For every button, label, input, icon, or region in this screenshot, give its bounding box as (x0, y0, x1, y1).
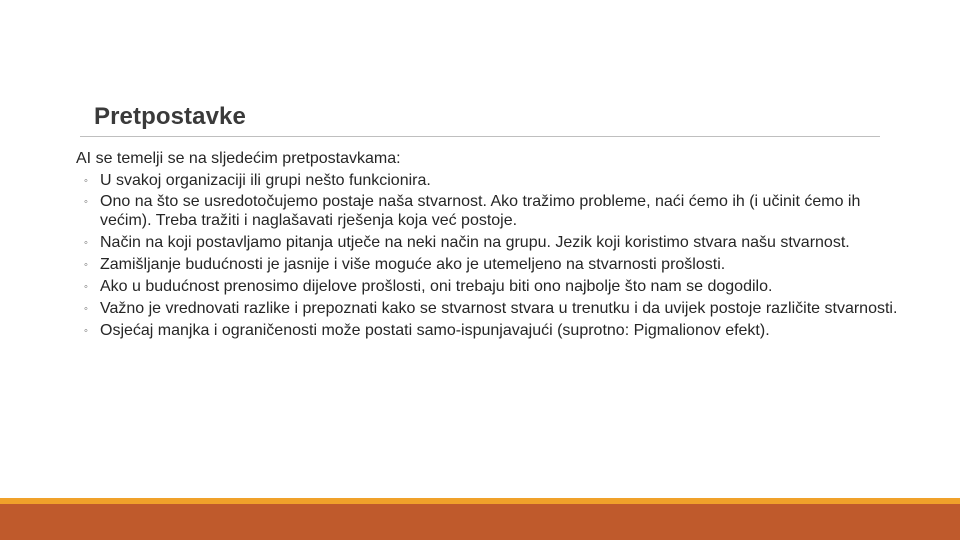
footer-accent-bar (0, 504, 960, 540)
title-divider (80, 136, 880, 137)
list-item-text: U svakoj organizaciji ili grupi nešto funkcionira. (100, 171, 431, 189)
list-item (76, 322, 916, 341)
bullet-icon: ◦ (84, 280, 88, 293)
intro-text: AI se temelji se na sljedećim pretpostavkama: (76, 150, 401, 167)
bullet-icon: ◦ (84, 302, 88, 315)
list-item (76, 278, 916, 297)
list-item (76, 234, 916, 253)
list-item (76, 172, 916, 191)
bullet-icon: ◦ (84, 174, 88, 187)
bullet-icon: ◦ (84, 196, 88, 209)
list-item (76, 256, 916, 275)
bullet-icon: ◦ (84, 236, 88, 249)
slide-content (76, 150, 916, 343)
list-item-text: Način na koji postavljamo pitanja utječe na neki način na grupu. Jezik koji koristimo stvara našu stvarnost. (100, 233, 850, 251)
list-item (76, 300, 916, 319)
list-item-text: Važno je vrednovati razlike i prepoznati kako se stvarnost stvara u trenutku i da uvijek postoje različite stvarnosti. (100, 299, 898, 317)
list-item (76, 193, 916, 230)
list-item-text: Osjećaj manjka i ograničenosti može postati samo-ispunjavajući (suprotno: Pigmalionov efekt). (100, 321, 770, 339)
assumption-list (76, 172, 916, 341)
list-item-text: Ako u budućnost prenosimo dijelove prošlosti, oni trebaju biti ono najbolje što nam se dogodilo. (100, 277, 773, 295)
bullet-icon: ◦ (84, 258, 88, 271)
list-item-text: Ono na što se usredotočujemo postaje naša stvarnost. Ako tražimo probleme, naći ćemo ih (i učinit ćemo ih većim). Treba tražiti i naglašavati rješenja koja već postoje. (100, 193, 861, 230)
slide-title: Pretpostavke (94, 103, 246, 130)
list-item-text: Zamišljanje budućnosti je jasnije i više moguće ako je utemeljeno na stvarnosti prošlosti. (100, 255, 726, 273)
bullet-icon: ◦ (84, 324, 88, 337)
